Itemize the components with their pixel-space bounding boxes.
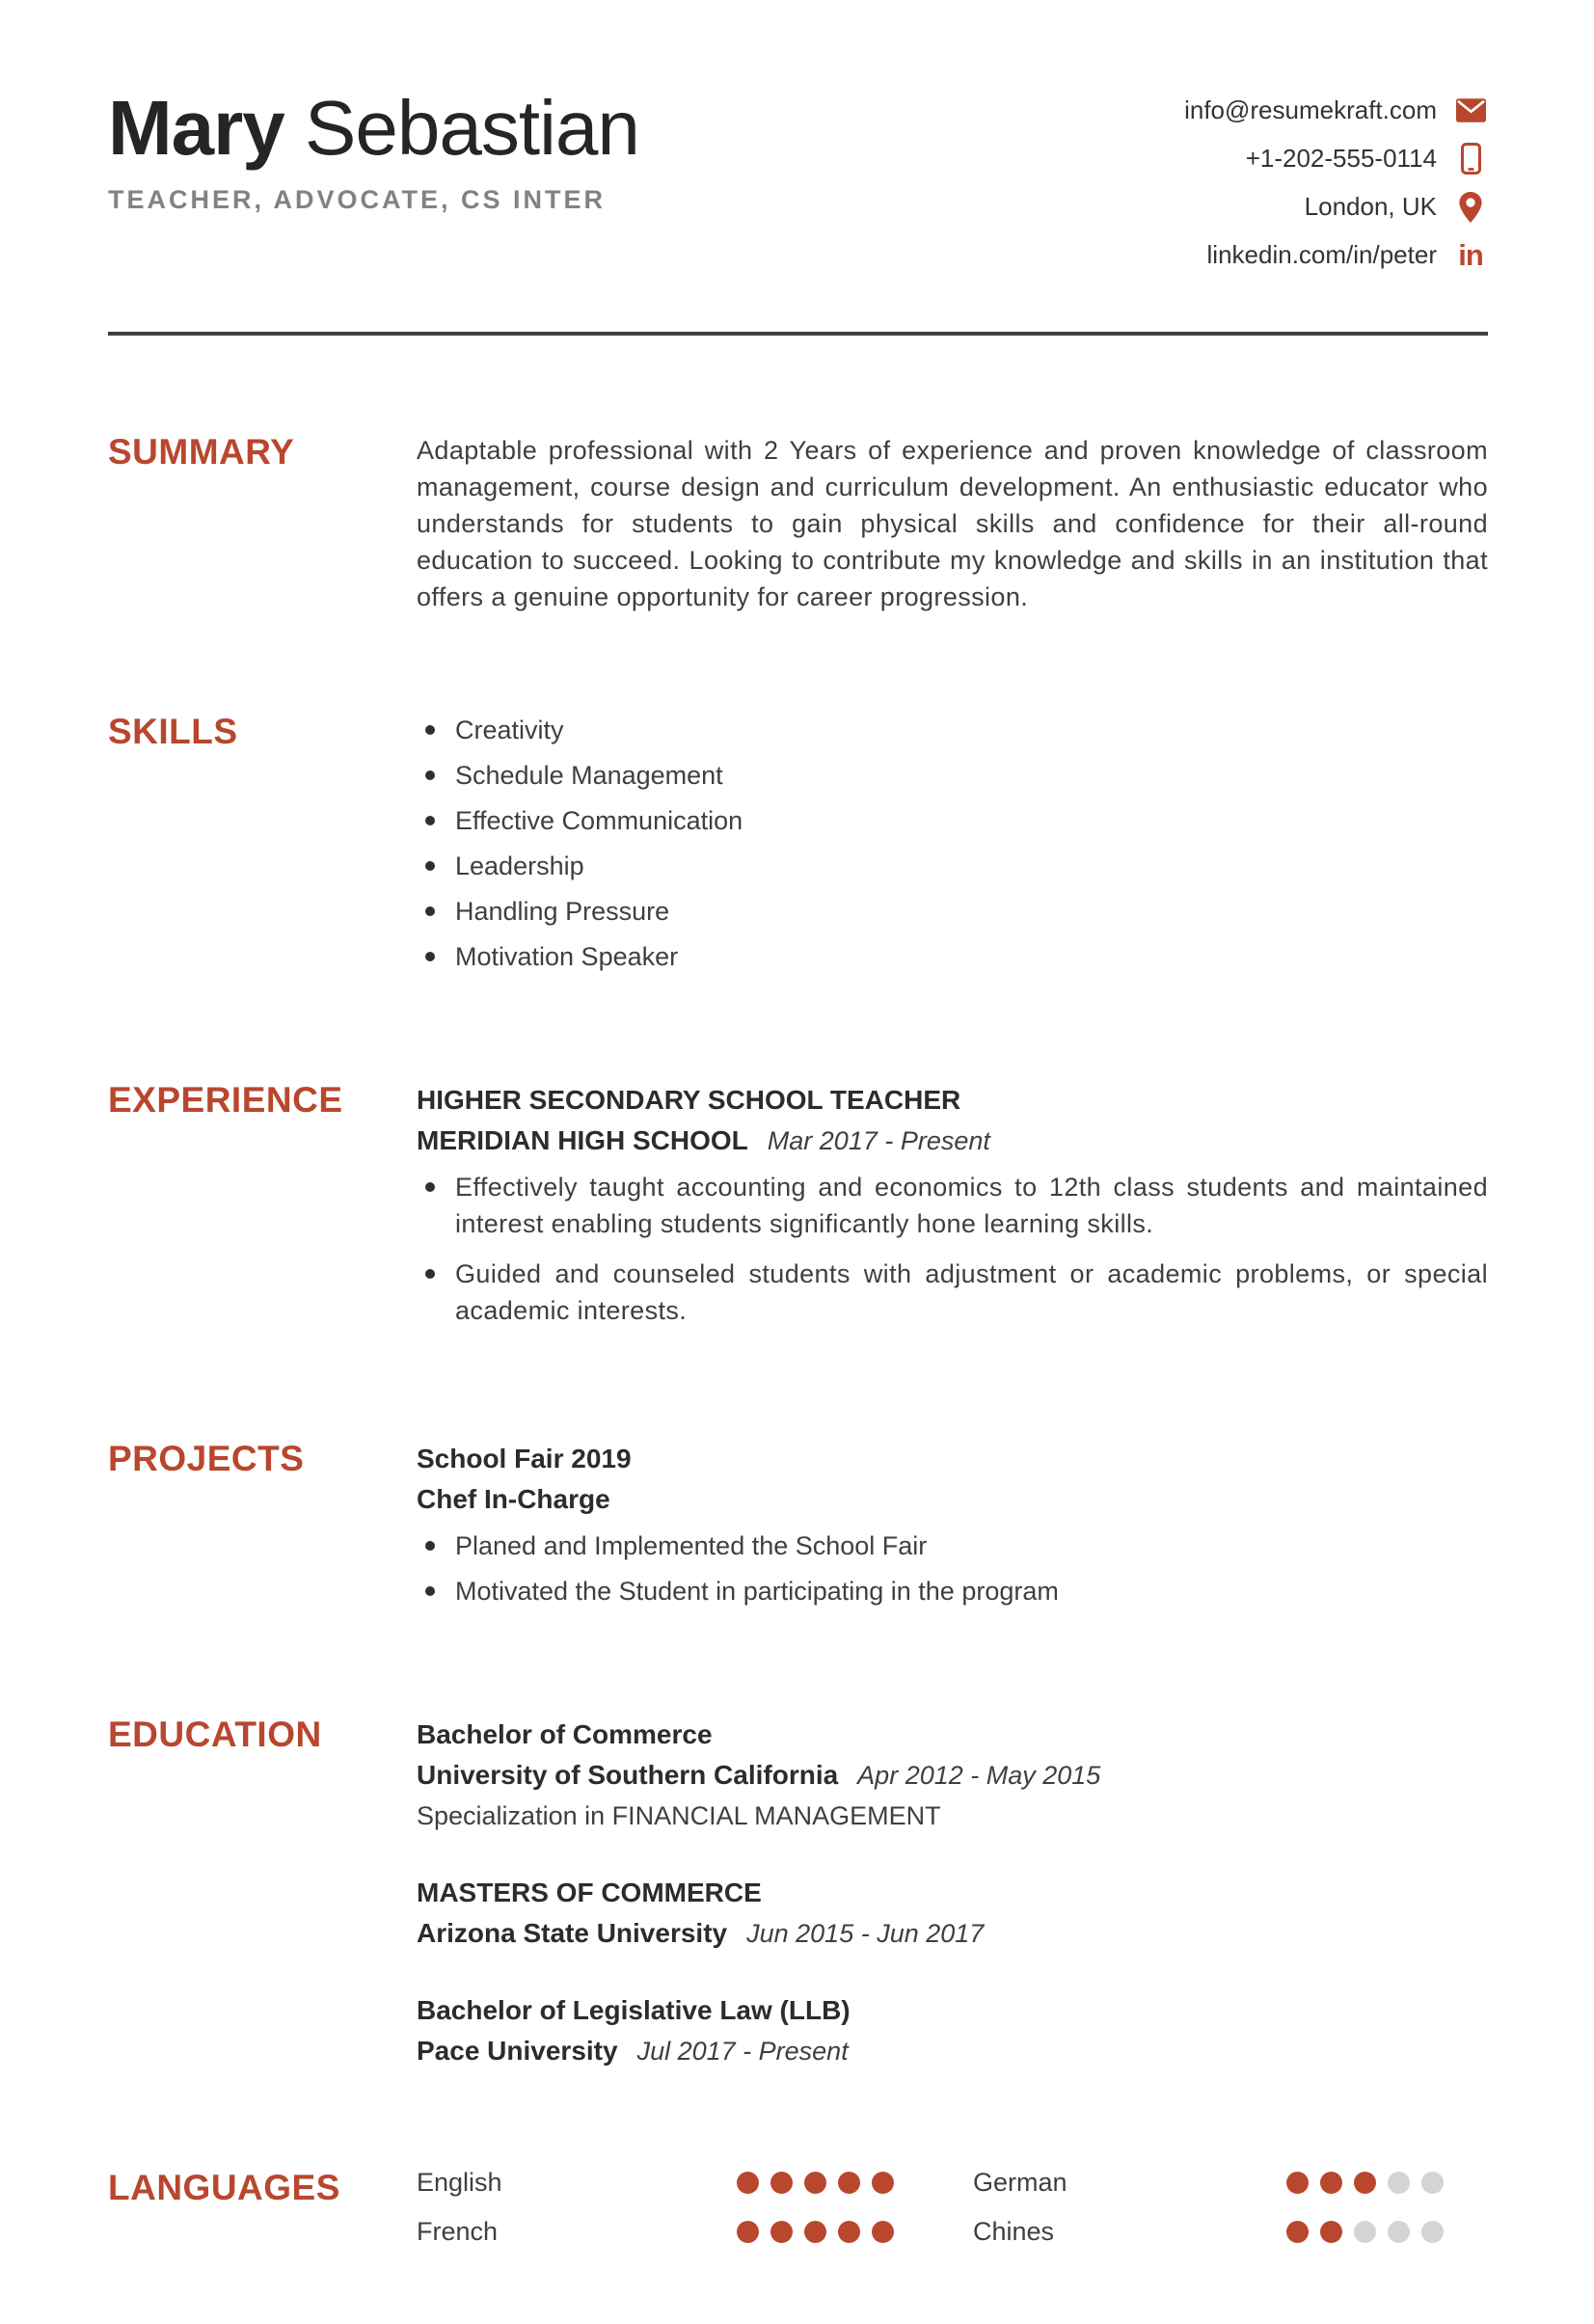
section-title-languages: LANGUAGES [108,2168,340,2207]
section-title-summary: SUMMARY [108,432,295,472]
project-bullet-list [417,1527,1488,1609]
language-level [1286,2172,1488,2194]
level-dot-filled [737,2221,759,2243]
language-name: English [417,2168,502,2197]
skill-item: Schedule Management [417,757,1488,794]
location-text: London, UK [1304,192,1437,221]
education-dates: Jun 2015 - Jun 2017 [746,1919,985,1948]
section-title-projects: PROJECTS [108,1439,305,1478]
education-entry [417,1990,1488,2071]
contact-info [1184,87,1488,285]
section-experience [108,1080,1488,1342]
languages-grid [417,2168,1488,2247]
phone-text: +1-202-555-0114 [1245,144,1437,173]
level-dot-empty [1388,2221,1410,2243]
linkedin-text: linkedin.com/in/peter [1206,240,1437,269]
language-name: German [973,2168,1067,2197]
education-school: Pace University [417,2036,618,2066]
project-name: School Fair 2019 [417,1444,632,1473]
section-summary [108,432,1488,615]
level-dot-filled [1286,2172,1309,2194]
education-entry [417,1873,1488,1954]
language-level [737,2172,973,2194]
email-icon [1453,98,1488,122]
language-name: French [417,2217,499,2246]
experience-bullet-list [417,1169,1488,1329]
identity-block [108,87,639,215]
contact-location [1305,189,1488,225]
level-dot-filled [838,2172,860,2194]
education-entry [417,1715,1488,1836]
education-degree: MASTERS OF COMMERCE [417,1878,762,1907]
education-dates: Apr 2012 - May 2015 [857,1761,1101,1790]
level-dot-empty [1388,2172,1410,2194]
experience-dates: Mar 2017 - Present [767,1126,990,1155]
skill-item: Leadership [417,848,1488,884]
level-dot-filled [804,2172,826,2194]
level-dot-filled [804,2221,826,2243]
experience-role: HIGHER SECONDARY SCHOOL TEACHER [417,1085,961,1115]
last-name: Sebastian [305,85,639,171]
level-dot-filled [770,2221,793,2243]
first-name: Mary [108,85,284,171]
phone-icon [1453,143,1488,175]
section-languages [108,2168,1488,2247]
level-dot-filled [1354,2172,1376,2194]
experience-company: MERIDIAN HIGH SCHOOL [417,1125,748,1155]
contact-phone[interactable] [1246,141,1488,176]
contact-linkedin[interactable] [1207,237,1488,273]
language-name: Chines [973,2217,1055,2246]
education-school: Arizona State University [417,1918,728,1948]
person-name [108,87,639,170]
section-title-experience: EXPERIENCE [108,1080,343,1120]
education-degree: Bachelor of Legislative Law (LLB) [417,1995,851,2025]
email-text: info@resumekraft.com [1184,95,1437,124]
section-skills [108,712,1488,984]
contact-email[interactable] [1184,93,1488,128]
section-education [108,1715,1488,2071]
skill-item: Motivation Speaker [417,938,1488,975]
skill-item: Creativity [417,712,1488,748]
skill-item: Handling Pressure [417,893,1488,930]
education-school: University of Southern California [417,1760,839,1790]
level-dot-filled [872,2172,894,2194]
experience-company-line [417,1121,1488,1161]
level-dot-empty [1421,2221,1444,2243]
section-title-education: EDUCATION [108,1715,322,1754]
level-dot-filled [838,2221,860,2243]
level-dot-filled [1320,2172,1342,2194]
project-bullet: Motivated the Student in participating in the program [417,1573,1488,1609]
header [108,87,1488,285]
education-school-line [417,2031,1488,2071]
education-degree: Bachelor of Commerce [417,1719,713,1749]
level-dot-filled [737,2172,759,2194]
skill-item: Effective Communication [417,802,1488,839]
education-school-line [417,1913,1488,1954]
level-dot-filled [1286,2221,1309,2243]
level-dot-filled [770,2172,793,2194]
project-role: Chef In-Charge [417,1484,610,1514]
experience-bullet: Guided and counseled students with adjustment or academic problems, or special academic interests. [417,1256,1488,1329]
level-dot-filled [1320,2221,1342,2243]
location-icon [1453,192,1488,223]
level-dot-filled [872,2221,894,2243]
project-bullet: Planed and Implemented the School Fair [417,1527,1488,1564]
section-projects [108,1439,1488,1618]
header-divider [108,332,1488,336]
level-dot-empty [1421,2172,1444,2194]
language-level [1286,2221,1488,2243]
section-title-skills: SKILLS [108,712,238,751]
education-dates: Jul 2017 - Present [636,2037,849,2066]
summary-text: Adaptable professional with 2 Years of experience and proven knowledge of classroom management, course design and curriculum development. An enthusiastic educator who understands for students to gain physical skills and confidence for their all-round education to succeed. Looking to contribute my knowledge and skills in an institution that offers a genuine opportunity for career progression. [417,436,1488,611]
education-specialization: Specialization in FINANCIAL MANAGEMENT [417,1801,941,1830]
skills-list [417,712,1488,975]
experience-bullet: Effectively taught accounting and economics to 12th class students and maintained interest enabling students significantly hone learning skills. [417,1169,1488,1242]
linkedin-icon: in [1458,238,1483,272]
education-school-line [417,1755,1488,1796]
language-level [737,2221,973,2243]
job-title: TEACHER, ADVOCATE, CS INTER [108,185,607,215]
level-dot-empty [1354,2221,1376,2243]
